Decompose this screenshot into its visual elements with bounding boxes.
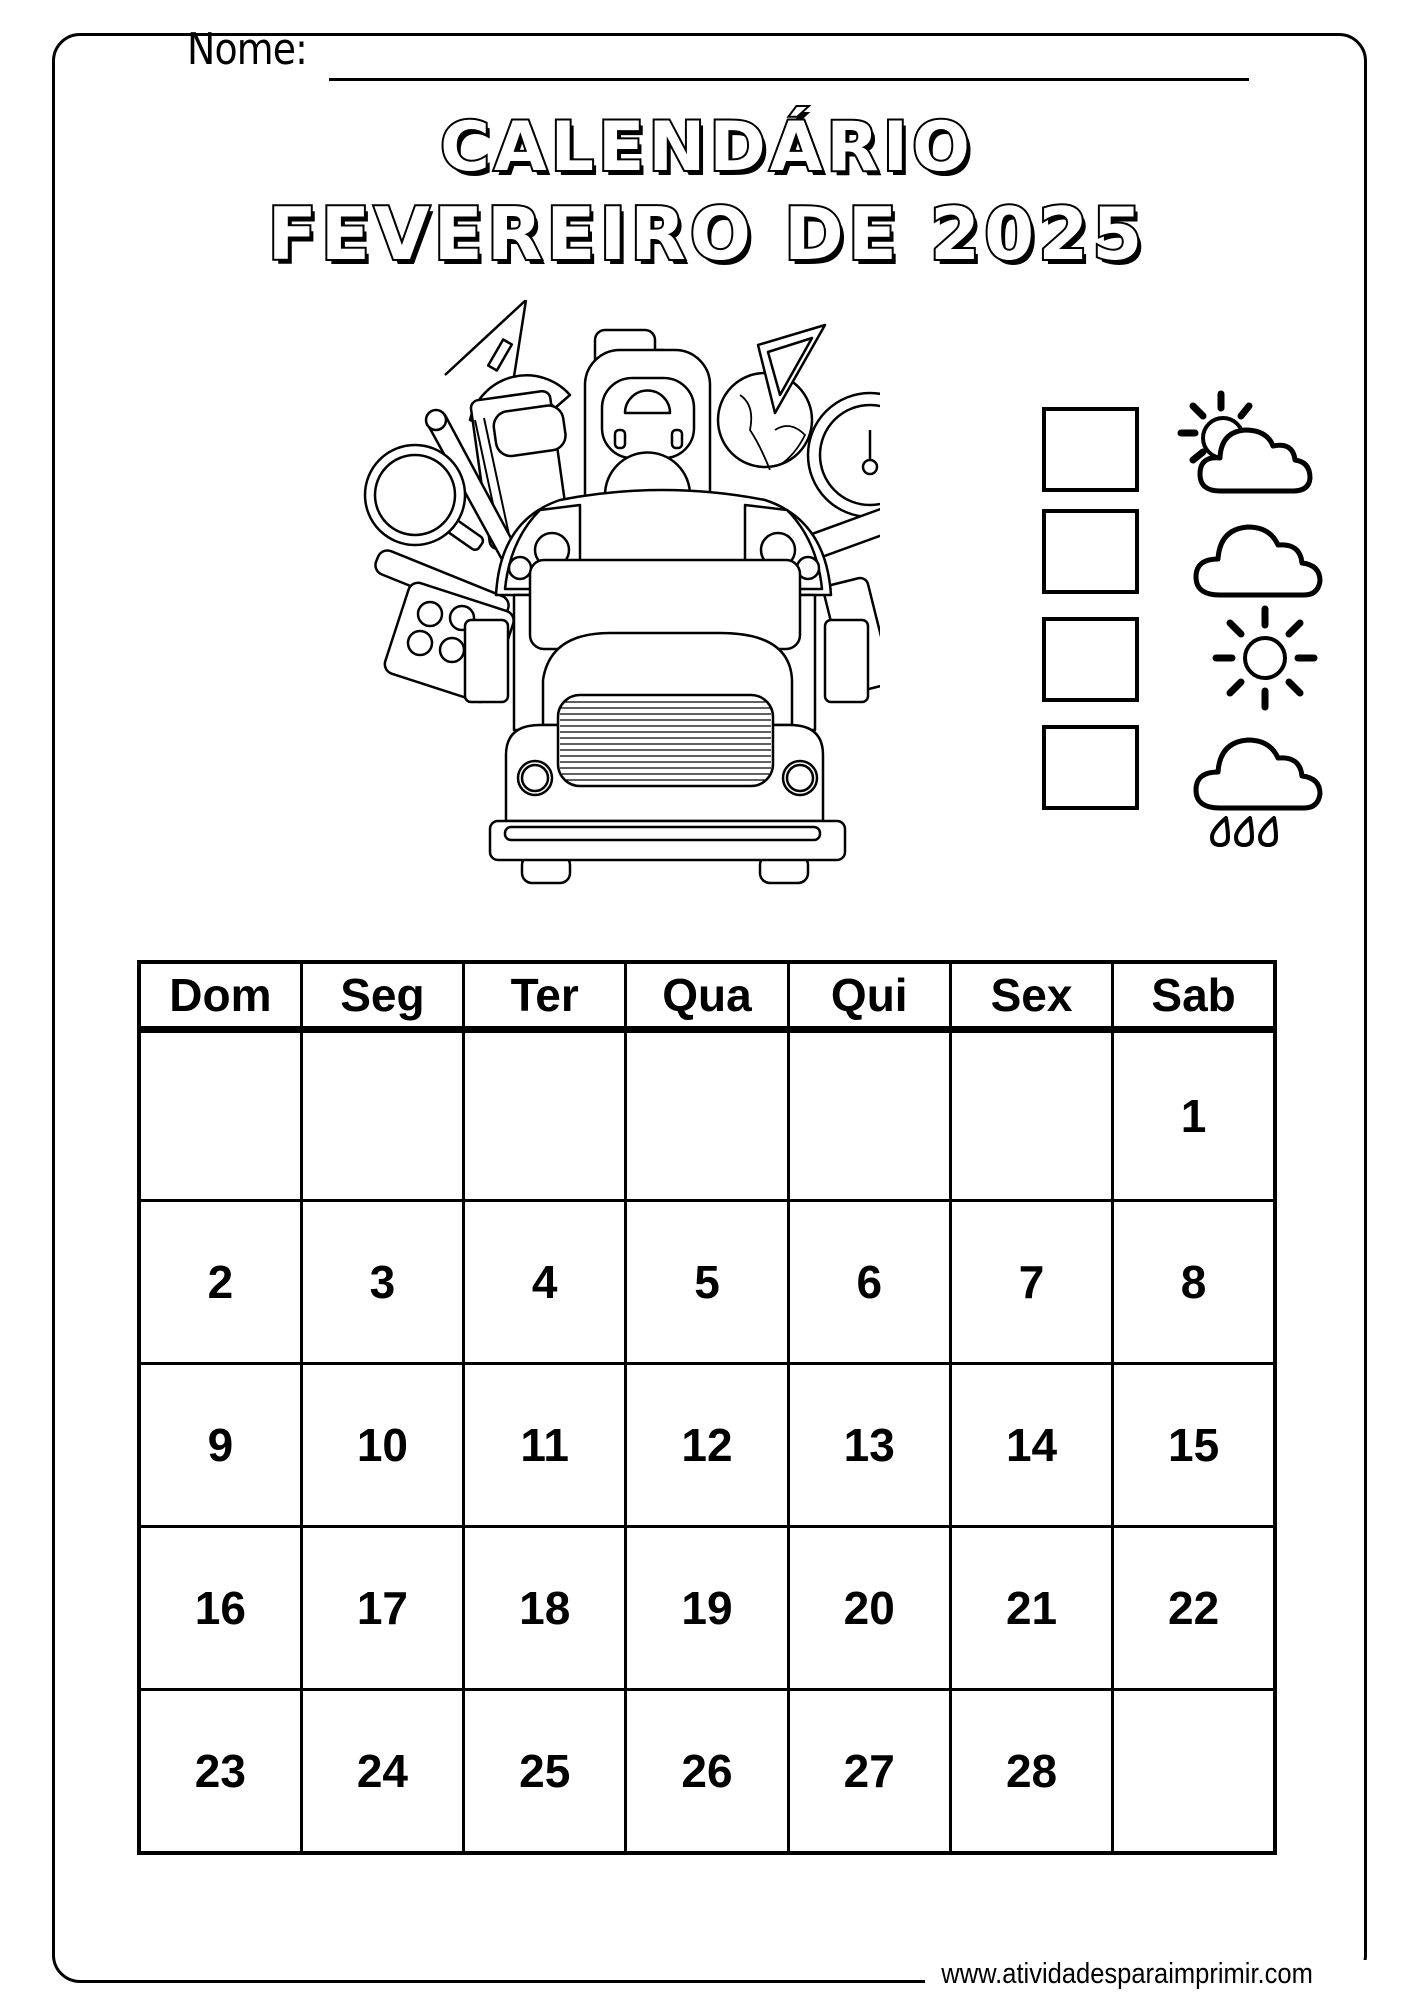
day-cell[interactable]: 23 (139, 1690, 301, 1854)
weather-checkbox-partly-cloudy[interactable] (1042, 407, 1139, 492)
day-cell[interactable]: 7 (950, 1201, 1112, 1364)
weekday-dom: Dom (139, 962, 301, 1030)
day-cell[interactable]: 5 (626, 1201, 788, 1364)
day-cell[interactable]: 13 (788, 1364, 950, 1527)
day-cell[interactable]: 11 (464, 1364, 626, 1527)
week-row-2 (139, 1201, 1275, 1364)
day-cell[interactable]: 4 (464, 1201, 626, 1364)
name-label: Nome: (187, 24, 308, 75)
footer-website: www.atividadesparaimprimir.com (936, 1958, 1313, 1991)
weekday-qui: Qui (788, 962, 950, 1030)
day-cell[interactable]: 14 (950, 1364, 1112, 1527)
weather-checkbox-sunny[interactable] (1042, 617, 1139, 702)
day-cell[interactable]: 26 (626, 1690, 788, 1854)
day-cell[interactable] (1113, 1690, 1275, 1854)
day-cell[interactable]: 8 (1113, 1201, 1275, 1364)
weather-checkbox-cloudy[interactable] (1042, 509, 1139, 594)
title-calendario: CALENDÁRIO (440, 108, 974, 187)
day-cell[interactable]: 15 (1113, 1364, 1275, 1527)
day-cell[interactable]: 18 (464, 1527, 626, 1690)
day-cell[interactable]: 21 (950, 1527, 1112, 1690)
weekday-header-row (139, 962, 1275, 1030)
day-cell[interactable]: 27 (788, 1690, 950, 1854)
title-month-year: FEVEREIRO DE 2025 (267, 192, 1147, 276)
day-cell[interactable] (464, 1030, 626, 1201)
wall-clock (808, 393, 880, 517)
day-cell[interactable]: 20 (788, 1527, 950, 1690)
day-cell[interactable]: 1 (1113, 1030, 1275, 1201)
day-cell[interactable] (139, 1030, 301, 1201)
day-cell[interactable]: 9 (139, 1364, 301, 1527)
week-row-1 (139, 1030, 1275, 1201)
weekday-sab: Sab (1113, 962, 1275, 1030)
weekday-ter: Ter (464, 962, 626, 1030)
day-cell[interactable]: 10 (301, 1364, 463, 1527)
week-row-4 (139, 1527, 1275, 1690)
day-cell[interactable] (788, 1030, 950, 1201)
day-cell[interactable]: 6 (788, 1201, 950, 1364)
school-bus-illustration (360, 300, 880, 890)
day-cell[interactable] (950, 1030, 1112, 1201)
day-cell[interactable]: 17 (301, 1527, 463, 1690)
day-cell[interactable] (626, 1030, 788, 1201)
day-cell[interactable]: 3 (301, 1201, 463, 1364)
name-input-line[interactable] (329, 78, 1249, 81)
weather-checkbox-rainy[interactable] (1042, 725, 1139, 810)
day-cell[interactable] (301, 1030, 463, 1201)
weekday-seg: Seg (301, 962, 463, 1030)
sunny-icon (1210, 603, 1320, 713)
day-cell[interactable]: 28 (950, 1690, 1112, 1854)
day-cell[interactable]: 22 (1113, 1527, 1275, 1690)
day-cell[interactable]: 2 (139, 1201, 301, 1364)
weekday-sex: Sex (950, 962, 1112, 1030)
globe-icon (718, 373, 812, 467)
day-cell[interactable]: 25 (464, 1690, 626, 1854)
day-cell[interactable]: 24 (301, 1690, 463, 1854)
bus-icon (465, 490, 868, 883)
partly-cloudy-icon (1175, 388, 1325, 498)
weekday-qua: Qua (626, 962, 788, 1030)
week-row-3 (139, 1364, 1275, 1527)
rainy-icon (1190, 720, 1330, 850)
cloudy-icon (1190, 505, 1330, 600)
week-row-5 (139, 1690, 1275, 1854)
day-cell[interactable]: 16 (139, 1527, 301, 1690)
day-cell[interactable]: 19 (626, 1527, 788, 1690)
calendar-grid (137, 960, 1277, 1855)
day-cell[interactable]: 12 (626, 1364, 788, 1527)
